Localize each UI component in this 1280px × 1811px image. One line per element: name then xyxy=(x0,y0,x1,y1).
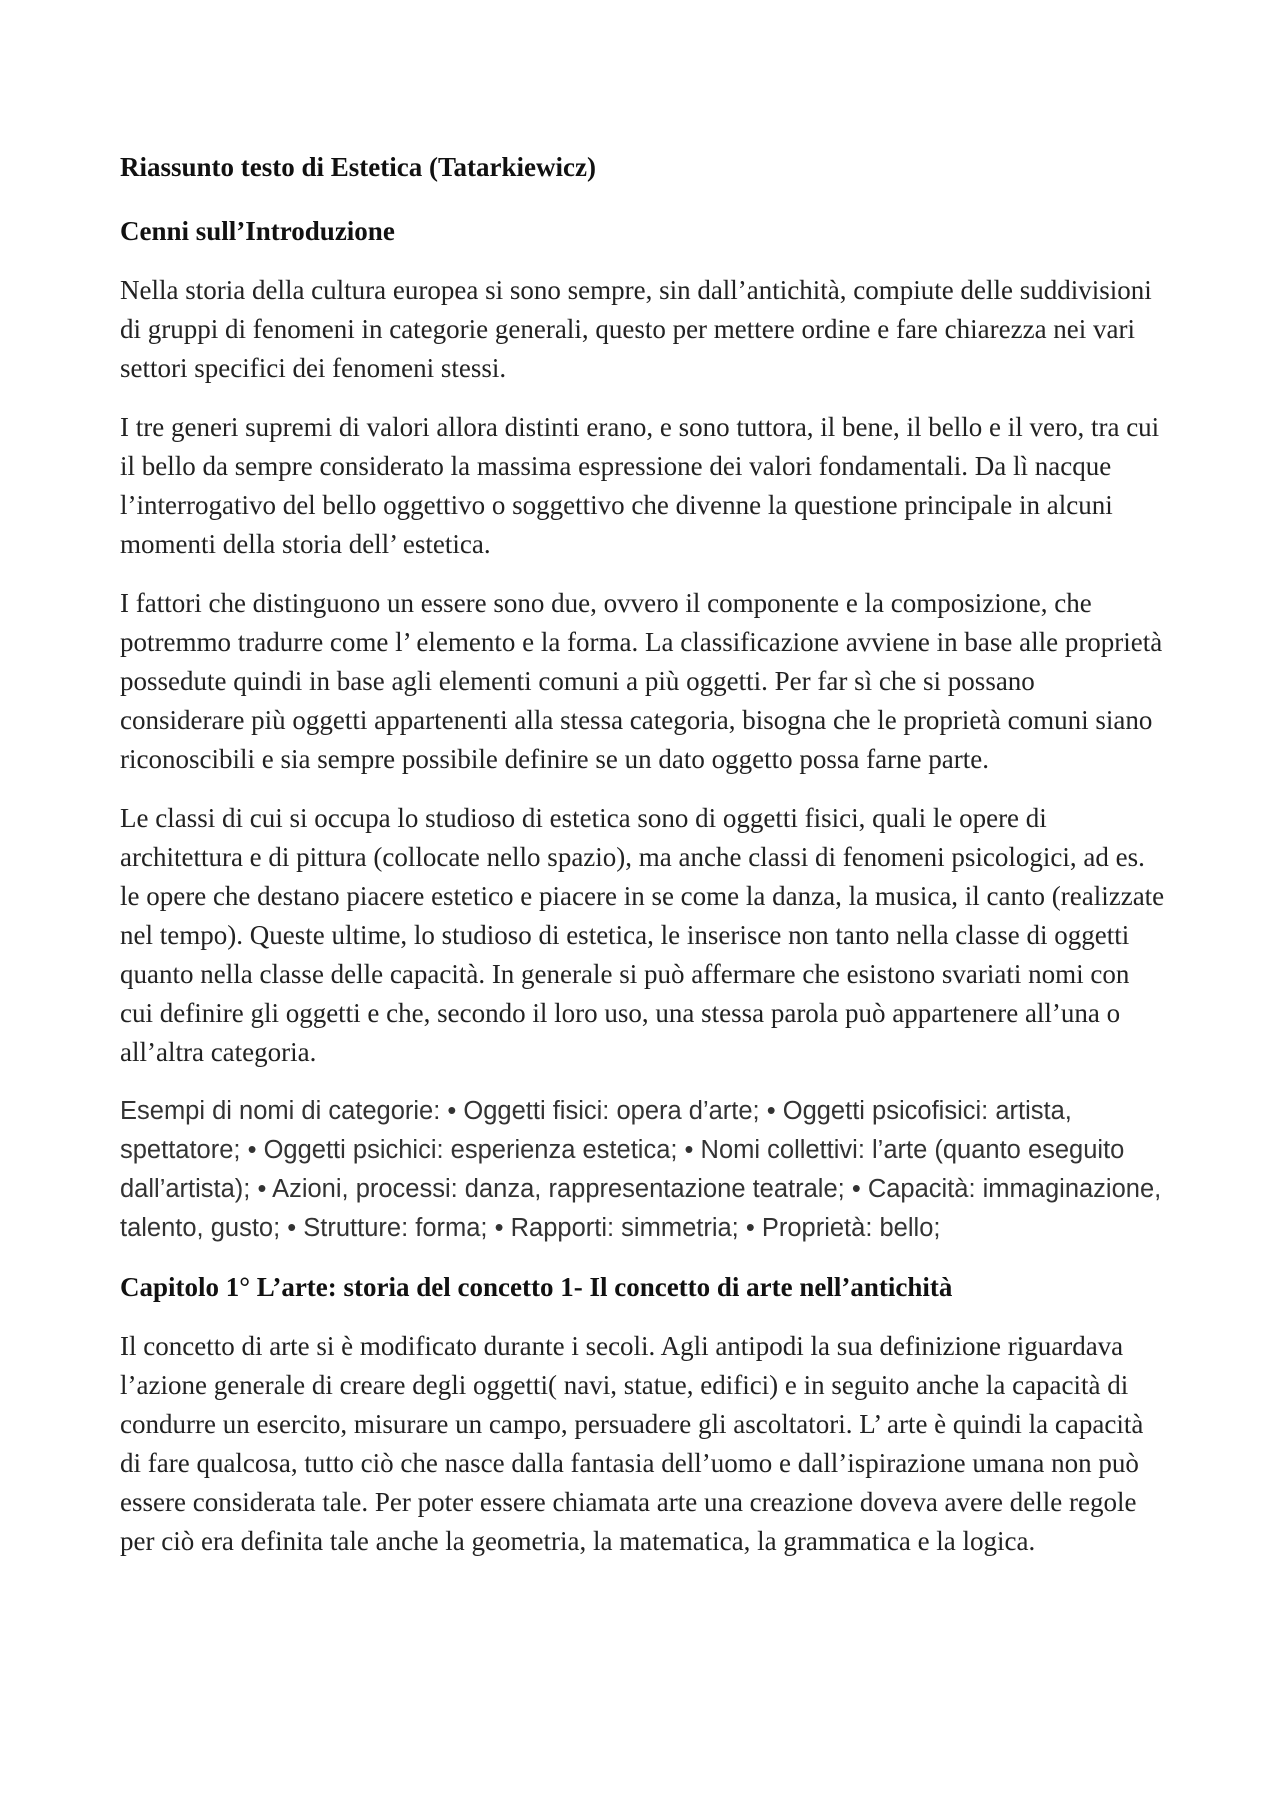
chapter-paragraph: Il concetto di arte si è modificato durante i secoli. Agli antipodi la sua definizione riguardava l’azione generale di creare degli oggetti( navi, statue, edifici) e in seguito anche la capacità di condurre un esercito, misurare un campo, persuadere gli ascoltatori. L’ arte è quindi la capacità di fare qualcosa, tutto ciò che nasce dalla fantasia dell’uomo e dall’ispirazione umana non può essere considerata tale. Per poter essere chiamata arte una creazione doveva avere delle regole per ciò era definita tale anche la geometria, la matematica, la grammatica e la logica. xyxy=(120,1331,1144,1556)
intro-heading: Cenni sull’Introduzione xyxy=(120,216,395,246)
chapter-heading: Capitolo 1° L’arte: storia del concetto 1- Il concetto di arte nell’antichità xyxy=(120,1272,953,1302)
document-body xyxy=(120,148,1165,1581)
intro-paragraph-2: I tre generi supremi di valori allora distinti erano, e sono tuttora, il bene, il bello e il vero, tra cui il bello da sempre considerato la massima espressione dei valori fondamentali. Da lì nacque l’interrogativo del bello oggettivo o soggettivo che divenne la questione principale in alcuni momenti della storia dell’ estetica. xyxy=(120,412,1160,559)
intro-paragraph-4: Le classi di cui si occupa lo studioso di estetica sono di oggetti fisici, quali le opere di architettura e di pittura (collocate nello spazio), ma anche classi di fenomeni psicologici, ad es. le opere che destano piacere estetico e piacere in se come la danza, la musica, il canto (realizzate nel tempo). Queste ultime, lo studioso di estetica, le inserisce non tanto nella classe di oggetti quanto nella classe delle capacità. In generale si può affermare che esistono svariati nomi con cui definire gli oggetti e che, secondo il loro uso, una stessa parola può appartenere all’una o all’altra categoria. xyxy=(120,803,1165,1067)
intro-paragraph-3: I fattori che distinguono un essere sono due, ovvero il componente e la composizione, che potremmo tradurre come l’ elemento e la forma. La classificazione avviene in base alle proprietà possedute quindi in base agli elementi comuni a più oggetti. Per far sì che si possano considerare più oggetti appartenenti alla stessa categoria, bisogna che le proprietà comuni siano riconoscibili e sia sempre possibile definire se un dato oggetto possa farne parte. xyxy=(120,588,1163,774)
intro-paragraph-1: Nella storia della cultura europea si sono sempre, sin dall’antichità, compiute delle suddivisioni di gruppi di fenomeni in categorie generali, questo per mettere ordine e fare chiarezza nei vari settori specifici dei fenomeni stessi. xyxy=(120,275,1152,383)
category-examples-paragraph: Esempi di nomi di categorie: • Oggetti fisici: opera d’arte; • Oggetti psicofisici: artista, spettatore; • Oggetti psichici: esperienza estetica; • Nomi collettivi: l’arte (quanto eseguito dall’artista); • Azioni, processi: danza, rappresentazione teatrale; • Capacità: immaginazione, talento, gusto; • Strutture: forma; • Rapporti: simmetria; • Proprietà: bello; xyxy=(120,1097,1162,1242)
document-title: Riassunto testo di Estetica (Tatarkiewicz) xyxy=(120,152,596,182)
